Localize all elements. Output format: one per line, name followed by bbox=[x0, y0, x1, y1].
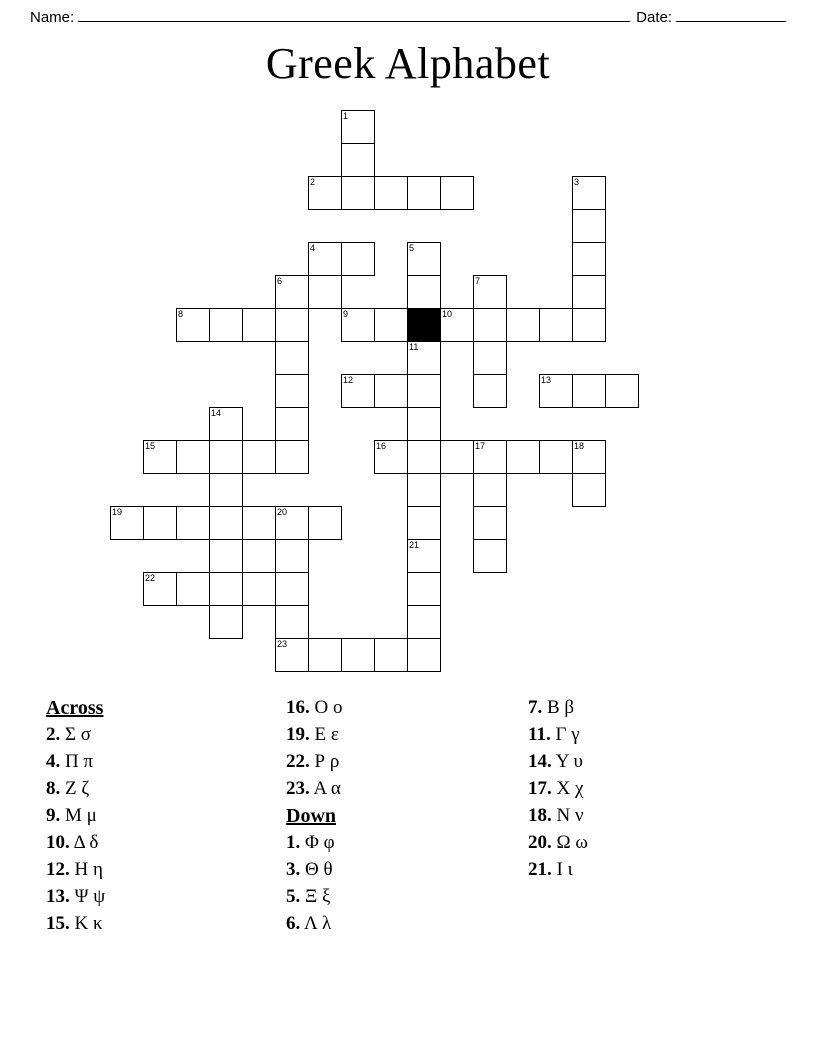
grid-cell[interactable] bbox=[407, 506, 441, 540]
grid-cell-number: 5 bbox=[409, 243, 415, 253]
clue-item bbox=[528, 778, 758, 800]
grid-cell[interactable] bbox=[473, 308, 507, 342]
grid-cell[interactable] bbox=[176, 506, 210, 540]
name-write-line bbox=[78, 8, 630, 22]
grid-cell-number: 15 bbox=[145, 441, 156, 451]
grid-cell[interactable] bbox=[275, 308, 309, 342]
grid-cell[interactable] bbox=[407, 176, 441, 210]
grid-cell[interactable] bbox=[209, 539, 243, 573]
grid-cell[interactable] bbox=[473, 506, 507, 540]
clue-text: Ν ν bbox=[551, 805, 584, 826]
clue-item bbox=[46, 832, 266, 854]
grid-cell[interactable] bbox=[572, 308, 606, 342]
grid-cell[interactable] bbox=[242, 572, 276, 606]
clue-text: Ζ ζ bbox=[60, 778, 90, 799]
grid-cell-number: 19 bbox=[112, 507, 123, 517]
grid-cell[interactable] bbox=[209, 473, 243, 507]
clues-column-1 bbox=[46, 697, 266, 940]
clue-item bbox=[286, 697, 506, 719]
clue-number: 1. bbox=[286, 832, 301, 853]
grid-cell[interactable] bbox=[407, 242, 441, 276]
grid-cell-number: 10 bbox=[442, 309, 453, 319]
clue-item bbox=[286, 832, 506, 854]
clue-number: 2. bbox=[46, 724, 61, 745]
grid-cell-number: 23 bbox=[277, 639, 288, 649]
grid-cell[interactable] bbox=[407, 473, 441, 507]
worksheet-header bbox=[30, 8, 786, 30]
grid-cell[interactable] bbox=[440, 308, 474, 342]
clue-item bbox=[528, 859, 758, 881]
grid-cell[interactable] bbox=[506, 308, 540, 342]
clue-text: Υ υ bbox=[551, 751, 583, 772]
clue-number: 11. bbox=[528, 724, 551, 745]
clue-number: 20. bbox=[528, 832, 552, 853]
grid-cell-number: 4 bbox=[310, 243, 316, 253]
grid-cell[interactable] bbox=[341, 242, 375, 276]
clue-number: 3. bbox=[286, 859, 301, 880]
grid-cell[interactable] bbox=[572, 209, 606, 243]
grid-cell-number: 6 bbox=[277, 276, 283, 286]
grid-cell[interactable] bbox=[539, 440, 573, 474]
grid-cell[interactable] bbox=[308, 638, 342, 672]
grid-cell[interactable] bbox=[308, 242, 342, 276]
crossword-grid[interactable] bbox=[110, 110, 710, 695]
clue-number: 10. bbox=[46, 832, 70, 853]
clue-text: Λ λ bbox=[300, 913, 332, 934]
grid-cell-number: 11 bbox=[409, 342, 419, 352]
clue-text: Κ κ bbox=[69, 913, 103, 934]
clue-list-2-top bbox=[286, 697, 506, 800]
clue-number: 17. bbox=[528, 778, 552, 799]
grid-cell[interactable] bbox=[209, 308, 243, 342]
clue-item bbox=[46, 805, 266, 827]
grid-cell[interactable] bbox=[539, 308, 573, 342]
clue-number: 15. bbox=[46, 913, 70, 934]
grid-cell[interactable] bbox=[407, 572, 441, 606]
grid-cell[interactable] bbox=[473, 473, 507, 507]
grid-cell[interactable] bbox=[341, 308, 375, 342]
clue-number: 21. bbox=[528, 859, 552, 880]
grid-cell[interactable] bbox=[341, 110, 375, 144]
grid-cell[interactable] bbox=[308, 176, 342, 210]
clue-item bbox=[528, 751, 758, 773]
clue-number: 19. bbox=[286, 724, 310, 745]
down-heading: Down bbox=[286, 805, 337, 827]
clue-number: 13. bbox=[46, 886, 70, 907]
grid-cell[interactable] bbox=[539, 374, 573, 408]
clue-number: 5. bbox=[286, 886, 301, 907]
grid-cell[interactable] bbox=[341, 143, 375, 177]
grid-cell[interactable] bbox=[407, 638, 441, 672]
clue-item bbox=[46, 724, 266, 746]
clue-text: Δ δ bbox=[69, 832, 99, 853]
clue-number: 14. bbox=[528, 751, 552, 772]
grid-cell[interactable] bbox=[440, 440, 474, 474]
grid-cell[interactable] bbox=[506, 440, 540, 474]
grid-cell-number: 3 bbox=[574, 177, 580, 187]
grid-cell[interactable] bbox=[473, 275, 507, 309]
clue-item bbox=[286, 886, 506, 908]
grid-cell-number: 12 bbox=[343, 375, 354, 385]
clue-text: Ω ω bbox=[551, 832, 588, 853]
clue-text: Ψ ψ bbox=[69, 886, 106, 907]
grid-cell[interactable] bbox=[275, 440, 309, 474]
grid-cell[interactable] bbox=[242, 308, 276, 342]
grid-cell[interactable] bbox=[407, 341, 441, 375]
grid-cell[interactable] bbox=[572, 473, 606, 507]
clue-list-3 bbox=[528, 697, 758, 881]
page-title: Greek Alphabet bbox=[265, 39, 551, 88]
grid-cell[interactable] bbox=[374, 374, 408, 408]
grid-cell[interactable] bbox=[275, 341, 309, 375]
clue-item bbox=[286, 751, 506, 773]
grid-cell[interactable] bbox=[143, 572, 177, 606]
grid-cell[interactable] bbox=[374, 176, 408, 210]
clue-text: Η η bbox=[69, 859, 103, 880]
grid-cell[interactable] bbox=[572, 242, 606, 276]
grid-cell[interactable] bbox=[209, 506, 243, 540]
grid-cell[interactable] bbox=[176, 440, 210, 474]
clue-text: Γ γ bbox=[550, 724, 580, 745]
grid-cell[interactable] bbox=[605, 374, 639, 408]
grid-cell-number: 21 bbox=[409, 540, 420, 550]
clue-number: 9. bbox=[46, 805, 61, 826]
grid-cell-number: 9 bbox=[343, 309, 349, 319]
across-heading: Across bbox=[46, 697, 104, 719]
clue-item bbox=[46, 778, 266, 800]
grid-cell-number: 22 bbox=[145, 573, 156, 583]
grid-cell-number: 16 bbox=[376, 441, 387, 451]
grid-cell[interactable] bbox=[374, 308, 408, 342]
clue-text: Χ χ bbox=[551, 778, 584, 799]
clue-item bbox=[528, 697, 758, 719]
clue-text: Β β bbox=[542, 697, 575, 718]
grid-cell-number: 17 bbox=[475, 441, 486, 451]
grid-cell[interactable] bbox=[209, 605, 243, 639]
date-write-line bbox=[676, 8, 786, 22]
clue-number: 7. bbox=[528, 697, 543, 718]
grid-cell[interactable] bbox=[308, 506, 342, 540]
clue-item bbox=[286, 724, 506, 746]
clue-item bbox=[46, 886, 266, 908]
name-label: Name: bbox=[30, 9, 75, 26]
clue-text: Σ σ bbox=[60, 724, 92, 745]
clue-item bbox=[528, 832, 758, 854]
date-label: Date: bbox=[636, 9, 672, 26]
grid-cell[interactable] bbox=[143, 506, 177, 540]
grid-cell[interactable] bbox=[572, 440, 606, 474]
grid-cell[interactable] bbox=[308, 275, 342, 309]
grid-cell-number: 7 bbox=[475, 276, 481, 286]
grid-cell-number: 18 bbox=[574, 441, 585, 451]
clue-number: 6. bbox=[286, 913, 301, 934]
clues-section bbox=[0, 697, 816, 952]
clue-number: 22. bbox=[286, 751, 310, 772]
clues-column-3 bbox=[528, 697, 758, 886]
grid-cell[interactable] bbox=[572, 374, 606, 408]
grid-cell[interactable] bbox=[275, 572, 309, 606]
clue-number: 23. bbox=[286, 778, 310, 799]
grid-cell[interactable] bbox=[242, 506, 276, 540]
grid-cell[interactable] bbox=[407, 275, 441, 309]
grid-cell[interactable] bbox=[275, 374, 309, 408]
grid-cell[interactable] bbox=[407, 539, 441, 573]
clue-item bbox=[46, 859, 266, 881]
clue-item bbox=[528, 805, 758, 827]
clue-number: 16. bbox=[286, 697, 310, 718]
grid-cell-number: 2 bbox=[310, 177, 316, 187]
clue-text: Μ μ bbox=[60, 805, 97, 826]
grid-cell[interactable] bbox=[572, 176, 606, 210]
clue-item bbox=[286, 778, 506, 800]
grid-cell[interactable] bbox=[176, 308, 210, 342]
grid-cell[interactable] bbox=[242, 440, 276, 474]
grid-cell[interactable] bbox=[341, 374, 375, 408]
grid-cell[interactable] bbox=[275, 407, 309, 441]
grid-cell[interactable] bbox=[473, 440, 507, 474]
grid-cell[interactable] bbox=[209, 572, 243, 606]
grid-cell[interactable] bbox=[110, 506, 144, 540]
clue-list-1 bbox=[46, 724, 266, 935]
grid-cell-number: 20 bbox=[277, 507, 288, 517]
clue-text: Ο ο bbox=[309, 697, 343, 718]
grid-cell[interactable] bbox=[176, 572, 210, 606]
grid-cell[interactable] bbox=[473, 374, 507, 408]
grid-cell[interactable] bbox=[374, 638, 408, 672]
clue-number: 12. bbox=[46, 859, 70, 880]
clue-item bbox=[286, 913, 506, 935]
grid-cell[interactable] bbox=[374, 440, 408, 474]
grid-cell[interactable] bbox=[473, 539, 507, 573]
clues-column-2 bbox=[286, 697, 506, 940]
clue-item bbox=[46, 913, 266, 935]
grid-cell[interactable] bbox=[407, 440, 441, 474]
clue-text: Θ θ bbox=[300, 859, 333, 880]
grid-cell[interactable] bbox=[275, 605, 309, 639]
clue-number: 4. bbox=[46, 751, 61, 772]
grid-cell-number: 1 bbox=[343, 111, 349, 121]
grid-cell[interactable] bbox=[341, 638, 375, 672]
clue-text: Π π bbox=[60, 751, 94, 772]
grid-cell[interactable] bbox=[407, 407, 441, 441]
clue-text: Ι ι bbox=[551, 859, 573, 880]
grid-cell-blocked bbox=[407, 308, 441, 342]
clue-text: Α α bbox=[309, 778, 341, 799]
grid-cell[interactable] bbox=[209, 407, 243, 441]
clue-number: 18. bbox=[528, 805, 552, 826]
grid-cell[interactable] bbox=[209, 440, 243, 474]
grid-cell-number: 8 bbox=[178, 309, 184, 319]
clue-text: Ε ε bbox=[309, 724, 339, 745]
grid-cell-number: 13 bbox=[541, 375, 552, 385]
grid-cell[interactable] bbox=[275, 638, 309, 672]
crossword-grid-area bbox=[0, 110, 816, 695]
grid-cell-number: 14 bbox=[211, 408, 222, 418]
grid-cell[interactable] bbox=[473, 341, 507, 375]
grid-cell[interactable] bbox=[143, 440, 177, 474]
grid-cell[interactable] bbox=[275, 506, 309, 540]
grid-cell[interactable] bbox=[341, 176, 375, 210]
grid-cell[interactable] bbox=[572, 275, 606, 309]
clue-text: Ξ ξ bbox=[300, 886, 331, 907]
grid-cell[interactable] bbox=[440, 176, 474, 210]
grid-cell[interactable] bbox=[275, 539, 309, 573]
clue-item bbox=[528, 724, 758, 746]
grid-cell[interactable] bbox=[275, 275, 309, 309]
clue-item bbox=[286, 859, 506, 881]
grid-cell[interactable] bbox=[407, 374, 441, 408]
clue-list-2-bottom bbox=[286, 832, 506, 935]
clue-number: 8. bbox=[46, 778, 61, 799]
clue-text: Ρ ρ bbox=[309, 751, 340, 772]
grid-cell[interactable] bbox=[407, 605, 441, 639]
clue-item bbox=[46, 751, 266, 773]
clue-text: Φ φ bbox=[300, 832, 335, 853]
